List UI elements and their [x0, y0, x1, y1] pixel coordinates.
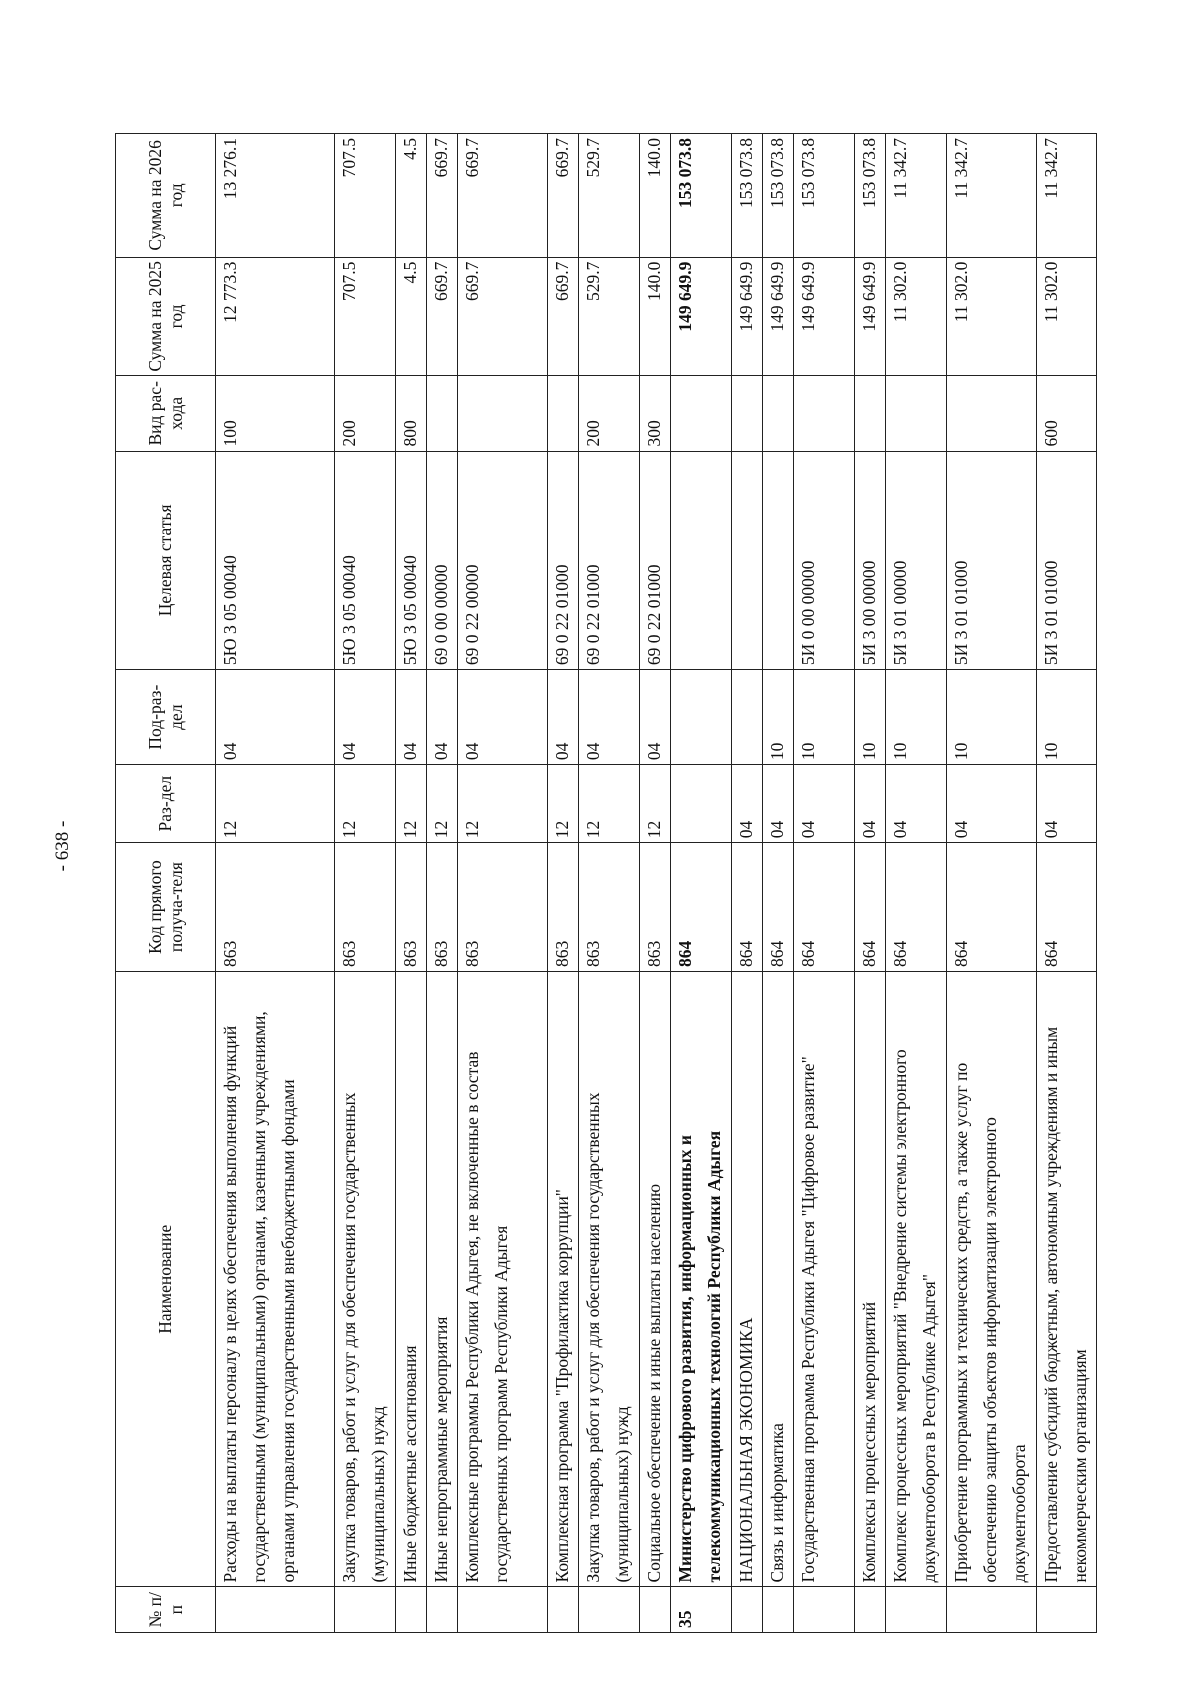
header-code: Код прямого получа-теля: [116, 843, 216, 972]
cell-podrazdel: 04: [396, 670, 427, 765]
cell-vid: [671, 376, 732, 451]
cell-num: [794, 1587, 855, 1633]
cell-vid: [763, 376, 794, 451]
cell-num: [335, 1587, 396, 1633]
table-row: [763, 134, 794, 1633]
cell-sum-2025: 669.7: [458, 257, 548, 375]
cell-sum-2026: 669.7: [548, 134, 579, 258]
cell-razdel: 12: [427, 765, 458, 843]
table-row: [886, 134, 947, 1633]
cell-statya: [671, 451, 732, 670]
cell-sum-2026: 153 073.8: [855, 134, 886, 258]
cell-vid: [548, 376, 579, 451]
cell-sum-2025: 149 649.9: [763, 257, 794, 375]
cell-razdel: 12: [548, 765, 579, 843]
budget-table: [115, 133, 1097, 1633]
table-body: [216, 134, 1097, 1633]
cell-code: 864: [1037, 843, 1097, 972]
cell-name: Приобретение программных и технических средств, а также услуг по обеспечению защиты объектов информатизации электронного документооборота: [947, 972, 1037, 1587]
cell-statya: 5Ю 3 05 00040: [335, 451, 396, 670]
header-num: № п/п: [116, 1587, 216, 1633]
cell-podrazdel: 10: [947, 670, 1037, 765]
cell-vid: [794, 376, 855, 451]
cell-code: 863: [427, 843, 458, 972]
cell-razdel: 12: [458, 765, 548, 843]
table-row: [732, 134, 763, 1633]
cell-sum-2026: 153 073.8: [671, 134, 732, 258]
table-row: [396, 134, 427, 1633]
table-row: [640, 134, 671, 1633]
cell-statya: [732, 451, 763, 670]
cell-code: 863: [548, 843, 579, 972]
cell-vid: [427, 376, 458, 451]
cell-name: Связь и информатика: [763, 972, 794, 1587]
cell-razdel: 04: [1037, 765, 1097, 843]
cell-statya: 69 0 22 01000: [640, 451, 671, 670]
cell-sum-2026: 11 342.7: [947, 134, 1037, 258]
cell-podrazdel: 04: [548, 670, 579, 765]
table-row: [216, 134, 335, 1633]
cell-vid: 600: [1037, 376, 1097, 451]
table-row: [947, 134, 1037, 1633]
cell-sum-2025: 669.7: [548, 257, 579, 375]
cell-code: 863: [640, 843, 671, 972]
cell-num: [763, 1587, 794, 1633]
cell-vid: 200: [579, 376, 640, 451]
cell-podrazdel: 10: [763, 670, 794, 765]
table-row: [427, 134, 458, 1633]
cell-vid: 100: [216, 376, 335, 451]
budget-table-rotated: [115, 133, 1090, 1633]
cell-name: Комплексные программы Республики Адыгея, не включенные в состав государственных программ Республики Адыгея: [458, 972, 548, 1587]
cell-num: 35: [671, 1587, 732, 1633]
cell-razdel: 04: [855, 765, 886, 843]
table-row: [671, 134, 732, 1633]
cell-podrazdel: [671, 670, 732, 765]
cell-sum-2026: 669.7: [458, 134, 548, 258]
cell-name: Предоставление субсидий бюджетным, автономным учреждениям и иным некоммерческим организациям: [1037, 972, 1097, 1587]
table-row: [335, 134, 396, 1633]
cell-sum-2025: 149 649.9: [671, 257, 732, 375]
cell-name: Иные бюджетные ассигнования: [396, 972, 427, 1587]
cell-podrazdel: 04: [427, 670, 458, 765]
cell-vid: [458, 376, 548, 451]
cell-code: 864: [947, 843, 1037, 972]
cell-sum-2026: 153 073.8: [732, 134, 763, 258]
cell-podrazdel: 10: [1037, 670, 1097, 765]
cell-sum-2026: 11 342.7: [886, 134, 947, 258]
cell-code: 864: [855, 843, 886, 972]
cell-num: [1037, 1587, 1097, 1633]
cell-statya: 69 0 22 01000: [579, 451, 640, 670]
cell-code: 863: [396, 843, 427, 972]
cell-name: Министерство цифрового развития, информационных и телекоммуникационных технологий Республики Адыгея: [671, 972, 732, 1587]
cell-sum-2025: 11 302.0: [886, 257, 947, 375]
table-header: [116, 134, 216, 1633]
cell-sum-2026: 4.5: [396, 134, 427, 258]
cell-sum-2026: 529.7: [579, 134, 640, 258]
cell-podrazdel: 10: [794, 670, 855, 765]
cell-statya: 5Ю 3 05 00040: [216, 451, 335, 670]
cell-name: Социальное обеспечение и иные выплаты населению: [640, 972, 671, 1587]
cell-sum-2025: 149 649.9: [855, 257, 886, 375]
cell-sum-2026: 13 276.1: [216, 134, 335, 258]
cell-num: [732, 1587, 763, 1633]
cell-sum-2026: 707.5: [335, 134, 396, 258]
cell-sum-2026: 153 073.8: [794, 134, 855, 258]
cell-sum-2025: 140.0: [640, 257, 671, 375]
table-row: [548, 134, 579, 1633]
cell-code: 864: [794, 843, 855, 972]
cell-razdel: 04: [763, 765, 794, 843]
cell-code: 863: [579, 843, 640, 972]
cell-vid: 300: [640, 376, 671, 451]
cell-razdel: 12: [396, 765, 427, 843]
cell-sum-2025: 11 302.0: [1037, 257, 1097, 375]
page-number: - 638 -: [52, 820, 73, 872]
cell-razdel: 12: [335, 765, 396, 843]
cell-code: 864: [886, 843, 947, 972]
cell-num: [886, 1587, 947, 1633]
table-row: [458, 134, 548, 1633]
cell-num: [855, 1587, 886, 1633]
cell-name: Комплекс процессных мероприятий "Внедрение системы электронного документооборота в Республике Адыгея": [886, 972, 947, 1587]
cell-vid: [732, 376, 763, 451]
cell-razdel: 04: [732, 765, 763, 843]
header-statya: Целевая статья: [116, 451, 216, 670]
cell-razdel: [671, 765, 732, 843]
cell-sum-2025: 707.5: [335, 257, 396, 375]
cell-vid: [855, 376, 886, 451]
cell-sum-2026: 140.0: [640, 134, 671, 258]
cell-razdel: 12: [640, 765, 671, 843]
cell-num: [396, 1587, 427, 1633]
cell-vid: 800: [396, 376, 427, 451]
cell-podrazdel: 04: [579, 670, 640, 765]
cell-sum-2025: 4.5: [396, 257, 427, 375]
cell-num: [216, 1587, 335, 1633]
cell-podrazdel: 04: [335, 670, 396, 765]
cell-sum-2025: 669.7: [427, 257, 458, 375]
cell-sum-2025: 149 649.9: [732, 257, 763, 375]
cell-num: [548, 1587, 579, 1633]
cell-razdel: 04: [947, 765, 1037, 843]
cell-statya: 5И 3 01 00000: [886, 451, 947, 670]
cell-podrazdel: 04: [458, 670, 548, 765]
cell-sum-2026: 11 342.7: [1037, 134, 1097, 258]
cell-code: 863: [335, 843, 396, 972]
cell-code: 864: [671, 843, 732, 972]
cell-num: [947, 1587, 1037, 1633]
header-podrazdel: Под-раз-дел: [116, 670, 216, 765]
cell-name: Иные непрограммные мероприятия: [427, 972, 458, 1587]
cell-sum-2026: 669.7: [427, 134, 458, 258]
cell-statya: 69 0 00 00000: [427, 451, 458, 670]
cell-num: [427, 1587, 458, 1633]
cell-statya: 5И 3 01 01000: [1037, 451, 1097, 670]
table-row: [855, 134, 886, 1633]
cell-statya: 5Ю 3 05 00040: [396, 451, 427, 670]
cell-name: Расходы на выплаты персоналу в целях обеспечения выполнения функций государственными (муниципальными) органами, казенными учреждениями, органами управления государственными внебюджетными фондами: [216, 972, 335, 1587]
header-sum-2026: Сумма на 2026 год: [116, 134, 216, 258]
cell-sum-2025: 12 773.3: [216, 257, 335, 375]
cell-code: 864: [763, 843, 794, 972]
table-row: [1037, 134, 1097, 1633]
cell-num: [458, 1587, 548, 1633]
cell-name: Комплексная программа "Профилактика коррупции": [548, 972, 579, 1587]
cell-vid: 200: [335, 376, 396, 451]
cell-num: [640, 1587, 671, 1633]
cell-name: Комплексы процессных мероприятий: [855, 972, 886, 1587]
cell-razdel: 12: [579, 765, 640, 843]
cell-sum-2025: 149 649.9: [794, 257, 855, 375]
cell-statya: 69 0 22 00000: [458, 451, 548, 670]
table-row: [794, 134, 855, 1633]
cell-statya: 5И 0 00 00000: [794, 451, 855, 670]
cell-vid: [947, 376, 1037, 451]
header-name: Наименование: [116, 972, 216, 1587]
cell-code: 863: [458, 843, 548, 972]
cell-razdel: 04: [886, 765, 947, 843]
cell-sum-2025: 11 302.0: [947, 257, 1037, 375]
cell-vid: [886, 376, 947, 451]
cell-statya: 69 0 22 01000: [548, 451, 579, 670]
cell-podrazdel: [732, 670, 763, 765]
cell-sum-2026: 153 073.8: [763, 134, 794, 258]
cell-num: [579, 1587, 640, 1633]
header-sum-2025: Сумма на 2025 год: [116, 257, 216, 375]
cell-name: Государственная программа Республики Адыгея "Цифровое развитие": [794, 972, 855, 1587]
table-row: [579, 134, 640, 1633]
cell-statya: [763, 451, 794, 670]
cell-name: Закупка товаров, работ и услуг для обеспечения государственных (муниципальных) нужд: [335, 972, 396, 1587]
cell-podrazdel: 10: [886, 670, 947, 765]
cell-code: 864: [732, 843, 763, 972]
cell-podrazdel: 04: [640, 670, 671, 765]
cell-name: НАЦИОНАЛЬНАЯ ЭКОНОМИКА: [732, 972, 763, 1587]
cell-name: Закупка товаров, работ и услуг для обеспечения государственных (муниципальных) нужд: [579, 972, 640, 1587]
cell-statya: 5И 3 00 00000: [855, 451, 886, 670]
cell-razdel: 12: [216, 765, 335, 843]
header-razdel: Раз-дел: [116, 765, 216, 843]
cell-sum-2025: 529.7: [579, 257, 640, 375]
cell-razdel: 04: [794, 765, 855, 843]
cell-code: 863: [216, 843, 335, 972]
header-vid: Вид рас-хода: [116, 376, 216, 451]
cell-podrazdel: 04: [216, 670, 335, 765]
cell-statya: 5И 3 01 01000: [947, 451, 1037, 670]
cell-podrazdel: 10: [855, 670, 886, 765]
